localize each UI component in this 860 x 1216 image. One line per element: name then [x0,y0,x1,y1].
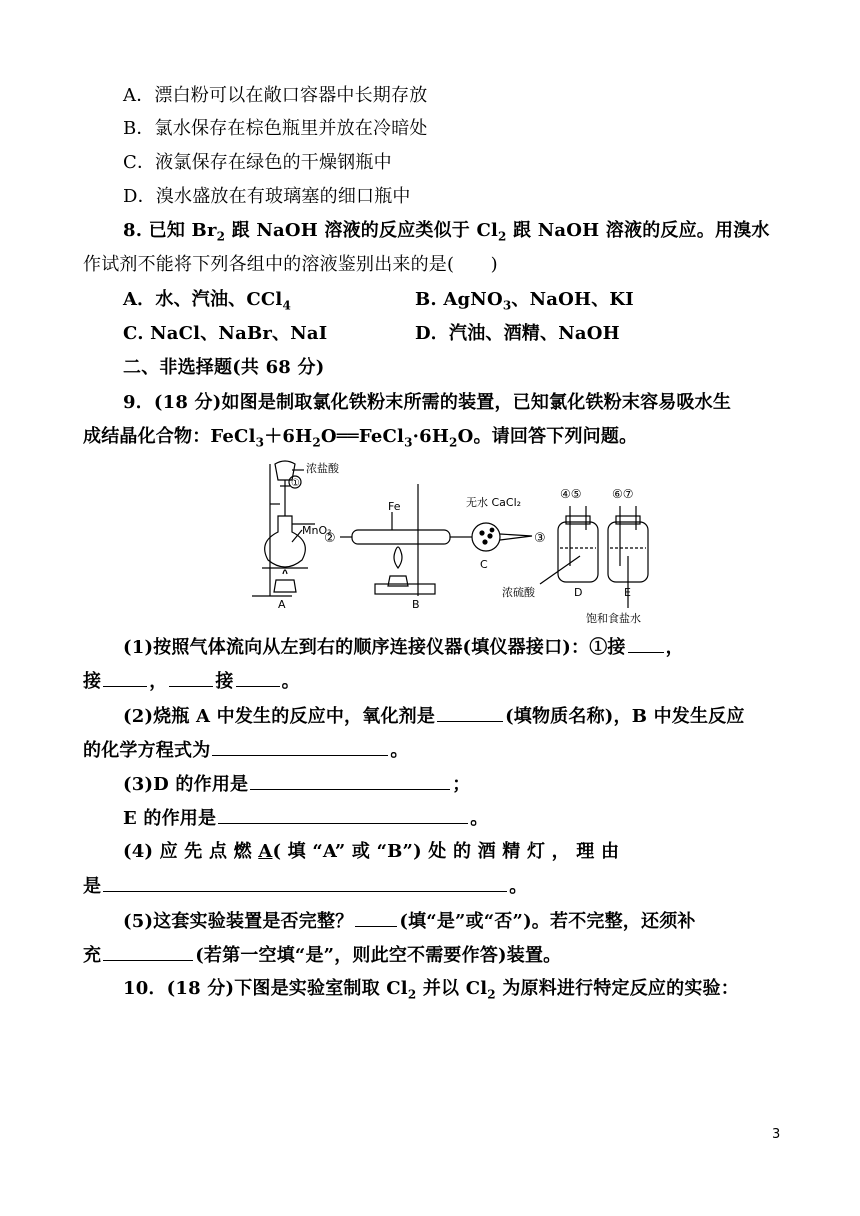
q9-stem-line1: 9．(18 分)如图是制取氯化铁粉末所需的装置，已知氯化铁粉末容易吸水生 [123,392,732,413]
label-port-1: ① [291,478,300,489]
label-apparatus-e: E [624,586,631,599]
q9-stem-line2: 成结晶化合物：$FeCl_3+6H_2O══FeCl_3\cdot 6H_2O$。请回答下列问题。 [83,426,638,450]
label-conc-hcl: 浓盐酸 [306,462,339,475]
q8-option-d: D．汽油、酒精、NaOH [415,323,620,344]
label-port-67: ⑥⑦ [612,487,634,501]
q7-option-a: A．漂白粉可以在敞口容器中长期存放 [123,85,428,106]
label-apparatus-c: C [480,558,488,571]
label-mno2: MnO₂ [302,524,332,537]
section-title: 二、非选择题(共 68 分) [123,357,325,378]
q8-stem-line1: 8. 已知 $Br_2$ 跟 NaOH 溶液的反应类似于 $Cl_2$ 跟 NaOH 溶液的反应。用溴水 [123,220,770,244]
page-number: 3 [772,1127,781,1142]
drying-tube-outlet [500,534,532,540]
q7-option-c: C．液氯保存在绿色的干燥钢瓶中 [123,152,392,173]
q9-part4-line2: 是 。 [83,873,527,900]
label-fe: Fe [388,500,401,513]
q8-stem-line2: 作试剂不能将下列各组中的溶液鉴别出来的是( ) [83,254,498,275]
label-port-45: ④⑤ [560,487,582,501]
burner-a [274,580,296,592]
flame-b [394,547,402,568]
q7-option-b: B．氯水保存在棕色瓶里并放在冷暗处 [123,118,428,139]
q9-part5-line2: 充 (若第一空填“是”，则此空不需要作答)装置。 [83,942,561,969]
q9-part3-line1: (3)D 的作用是 ； [123,771,470,798]
label-port-3: ③ [534,531,546,546]
label-port-2: ② [324,531,336,546]
q10-stem: 10．(18 分)下图是实验室制取 $Cl_2$ 并以 $Cl_2$ 为原料进行特定反应的实验： [123,978,739,1002]
label-cacl2: 无水 CaCl₂ [466,496,522,509]
label-conc-h2so4: 浓硫酸 [502,586,535,599]
label-apparatus-b: B [412,598,420,611]
q9-part4-line1: (4) 应 先 点 燃 A( 填 “A” 或 “B”) 处 的 酒 精 灯 ， 理 由 [123,841,620,862]
combustion-tube [352,530,450,544]
q8-option-c: C. NaCl、NaBr、NaI [123,323,328,344]
q9-part2-line2: 的化学方程式为 。 [83,737,409,764]
q8-option-a: A．水、汽油、CCl$_4$ [123,289,292,313]
q9-part5-line1: (5)这套实验装置是否完整？ (填“是”或“否”)。若不完整，还须补 [123,908,696,935]
label-brine: 饱和食盐水 [586,612,641,625]
q9-part3-line2: E 的作用是 。 [123,805,488,832]
label-apparatus-d: D [574,586,583,599]
q9-part2-line1: (2)烧瓶 A 中发生的反应中，氧化剂是 (填物质名称)，B 中发生反应 [123,703,745,730]
q8-option-b: B. AgNO$_3$、NaOH、KI [415,289,634,313]
bottle-d [558,522,598,582]
q9-part1-line1: (1)按照气体流向从左到右的顺序连接仪器(填仪器接口)：①接 ， [123,634,684,661]
label-apparatus-a: A [278,598,286,611]
q9-part1-line2: 接 ， 接 。 [83,668,300,695]
apparatus-figure [240,456,660,628]
drying-tube-c [472,523,500,551]
q7-option-d: D．溴水盛放在有玻璃塞的细口瓶中 [123,186,411,207]
